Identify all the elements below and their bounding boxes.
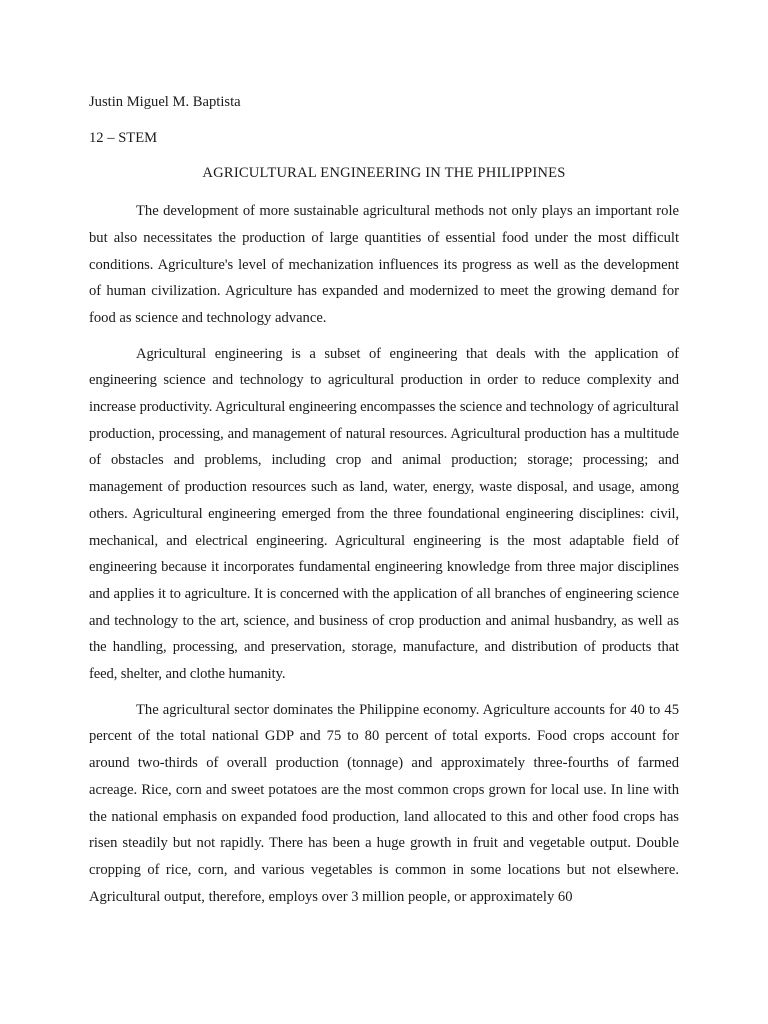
paragraph-intro: The development of more sustainable agricultural methods not only plays an important role but also necessitates the production of large quantities of essential food under the most difficult conditions. Agriculture's level of mechanization influences its progress as well as the development of human civilization. Agriculture has expanded and modernized to meet the growing demand for food as science and technology advance. [89, 203, 679, 326]
author-name: Justin Miguel M. Baptista [89, 94, 241, 110]
paragraph-philippine-economy: The agricultural sector dominates the Philippine economy. Agriculture accounts for 40 to 45 percent of the total national GDP and 75 to 80 percent of total exports. Food crops account for around two-thirds of overall production (tonnage) and approximately three-fourths of farmed acreage. Rice, corn and sweet potatoes are the most common crops grown for local use. In line with the national emphasis on expanded food production, land allocated to this and other food crops has risen steadily but not rapidly. There has been a huge growth in fruit and vegetable output. Double cropping of rice, corn, and various vegetables is common in some locations but not elsewhere. Agricultural output, therefore, employs over 3 million people, or approximately 60 [89, 701, 679, 905]
paragraph-definition: Agricultural engineering is a subset of engineering that deals with the application of engineering science and technology to agricultural production in order to reduce complexity and increase productivity. Agricultural engineering encompasses the science and technology of agricultural production, processing, and management of natural resources. Agricultural production has a multitude of obstacles and problems, including crop and animal production; storage; processing; and management of production resources such as land, water, energy, waste disposal, and usage, among others. Agricultural engineering emerged from the three foundational engineering disciplines: civil, mechanical, and electrical engineering. Agricultural engineering is the most adaptable field of engineering because it incorporates fundamental engineering knowledge from three major disciplines and applies it to agriculture. It is concerned with the application of all branches of engineering science and technology to the art, science, and business of crop production and animal husbandry, as well as the handling, processing, and preservation, storage, manufacture, and distribution of products that feed, shelter, and clothe humanity. [89, 345, 679, 683]
document-title: AGRICULTURAL ENGINEERING IN THE PHILIPPINES [202, 165, 566, 182]
grade-section: 12 – STEM [89, 129, 158, 146]
document-body [89, 89, 679, 919]
